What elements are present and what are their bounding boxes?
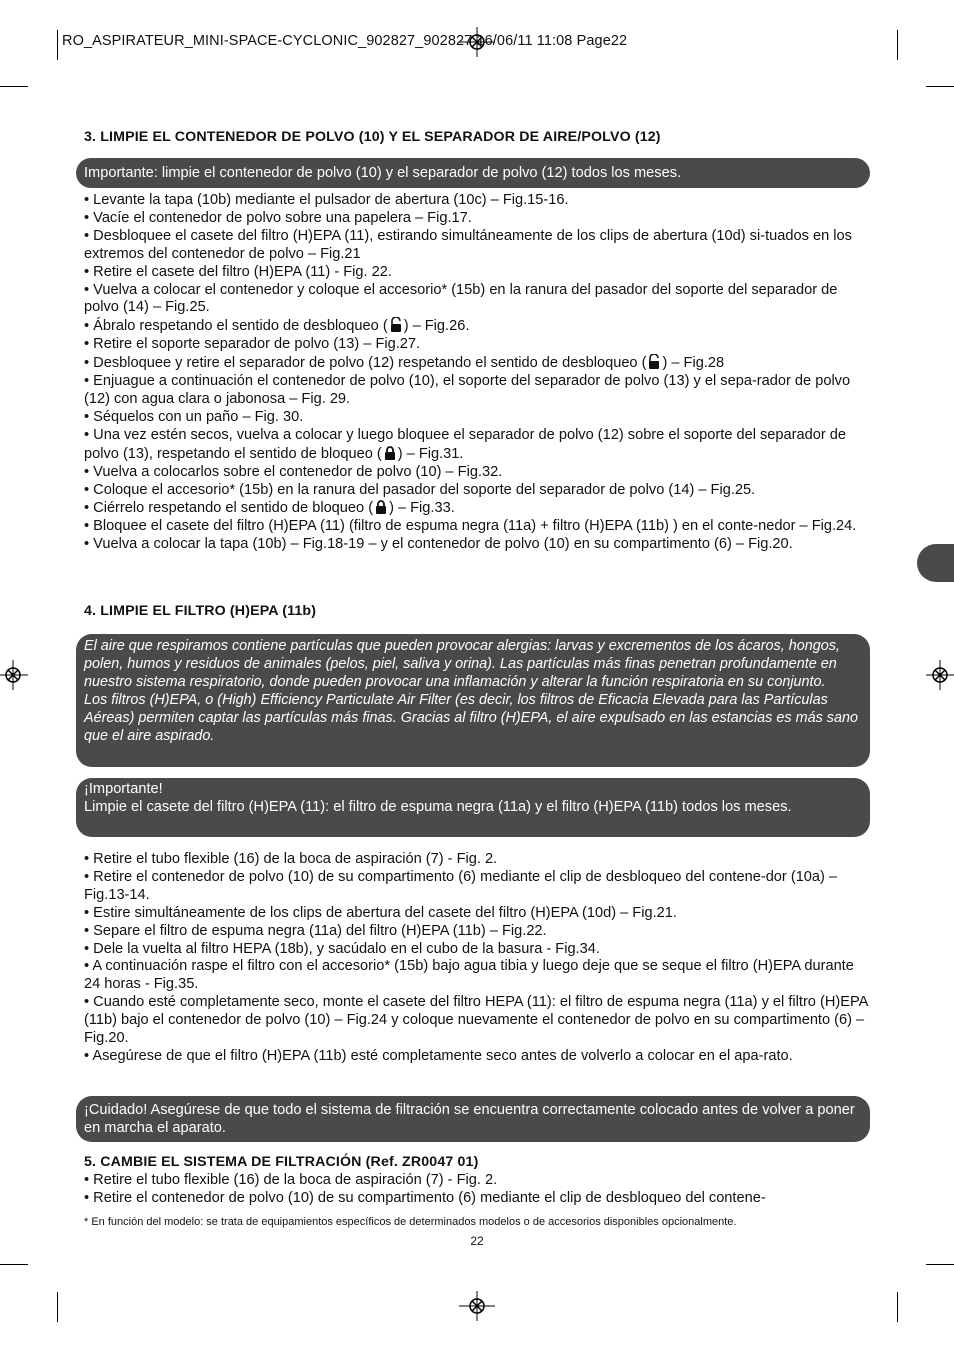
caution-band bbox=[76, 1096, 870, 1142]
list-item: • Asegúrese de que el filtro (H)EPA (11b) esté completamente seco antes de volverlo a colocar en el apa-rato. bbox=[84, 1047, 793, 1064]
list-item-text: ) – Fig.33. bbox=[389, 500, 455, 517]
list-item: • Dele la vuelta al filtro HEPA (18b), y sacúdalo en el cubo de la basura - Fig.34. bbox=[84, 940, 600, 957]
list-item: • Retire el soporte separador de polvo (13) – Fig.27. bbox=[84, 336, 421, 353]
list-item: • Vuelva a colocar el contenedor y coloque el accesorio* (15b) en la ranura del pasador del soporte del separador de polvo (14) – Fig.25. bbox=[84, 281, 838, 316]
list-item-text: • Una vez estén secos, vuelva a colocar y luego bloquee el separador de polvo (12) sobre el soporte del separador de polvo (13), respetando el sentido de bloqueo ( bbox=[84, 426, 847, 462]
list-item bbox=[84, 499, 870, 518]
locked-padlock-icon bbox=[383, 445, 397, 460]
list-item-text: • Ciérrelo respetando el sentido de bloqueo ( bbox=[84, 500, 374, 517]
crop-mark bbox=[0, 86, 28, 87]
list-item: • Retire el contenedor de polvo (10) de su compartimento (6) mediante el clip de desbloqueo del contene- bbox=[84, 1189, 766, 1206]
section-5-title bbox=[84, 1154, 478, 1170]
list-item: • Estire simultáneamente de los clips de abertura del casete del filtro (H)EPA (10d) – Fig.21. bbox=[84, 904, 677, 921]
registration-mark-icon bbox=[926, 660, 954, 690]
list-item: • Séquelos con un paño – Fig. 30. bbox=[84, 408, 304, 425]
list-item-text: • Ábralo respetando el sentido de desbloqueo ( bbox=[84, 318, 388, 335]
locked-padlock-icon bbox=[374, 499, 388, 514]
list-item-text: ) – Fig.28 bbox=[662, 355, 725, 372]
list-item: • Retire el contenedor de polvo (10) de su compartimento (6) mediante el clip de desbloqueo del contene-dor (10a) – Fig.13-14. bbox=[84, 868, 838, 903]
section-5-title-ref: (Ref. ZR0047 01) bbox=[361, 1154, 479, 1170]
registration-mark-icon bbox=[459, 1291, 495, 1321]
important-notice-text: Importante: limpie el contenedor de polvo (10) y el separador de polvo (12) todos los meses. bbox=[84, 165, 682, 181]
list-item-text: ) – Fig.26. bbox=[403, 318, 470, 335]
list-item: • Vuelva a colocarlos sobre el contenedor de polvo (10) – Fig.32. bbox=[84, 463, 503, 480]
list-item: • Desbloquee el casete del filtro (H)EPA (11), estirando simultáneamente de los clips de abertura (10d) si-tuados en los extremos del contenedor de polvo – Fig.21 bbox=[84, 227, 852, 262]
list-item-text: ) – Fig.31. bbox=[397, 445, 464, 462]
side-tab-marker bbox=[917, 544, 954, 582]
list-item: • Retire el tubo flexible (16) de la boca de aspiración (7) - Fig. 2. bbox=[84, 851, 498, 867]
allergy-info-paragraph: El aire que respiramos contiene partículas que pueden provocar alergias: larvas y excrementos de los ácaros, hongos, polen, humos y residuos de animales (pelos, piel, saliva y orina). Las partículas más finas penetran profundamente en nuestro sistema respiratorio, donde pueden provocar una inflamación y alterar la función respiratoria en su conjunto. bbox=[84, 638, 840, 690]
registration-mark-icon bbox=[0, 660, 28, 690]
unlocked-padlock-icon bbox=[647, 354, 661, 369]
caution-text: ¡Cuidado! Asegúrese de que todo el sistema de filtración se encuentra correctamente colocado antes de volver a poner en marcha el aparato. bbox=[84, 1102, 855, 1136]
list-item bbox=[84, 427, 870, 464]
list-item: • Vuelva a colocar la tapa (10b) – Fig.18-19 – y el contenedor de polvo (10) en su compartimento (6) – Fig.20. bbox=[84, 536, 793, 553]
list-item: • Levante la tapa (10b) mediante el pulsador de abertura (10c) – Fig.15-16. bbox=[84, 192, 569, 208]
section-5-title-main: 5. CAMBIE EL SISTEMA DE FILTRACIÓN bbox=[84, 1154, 362, 1170]
crop-mark bbox=[926, 86, 954, 87]
hepa-info-paragraph: Los filtros (H)EPA, o (High) Efficiency Particulate Air Filter (es decir, los filtros de Eficacia Elevada para las Partículas Aéreas) permiten captar las partículas más finas. Gracias al filtro (H)EPA, el aire expulsado en las estancias es más sano que el aire aspirado. bbox=[84, 692, 858, 744]
crop-mark bbox=[897, 30, 898, 60]
section-4-title: 4. LIMPIE EL FILTRO (H)EPA (11b) bbox=[84, 603, 317, 619]
section-3-title: 3. LIMPIE EL CONTENEDOR DE POLVO (10) Y EL SEPARADOR DE AIRE/POLVO (12) bbox=[84, 129, 661, 145]
list-item: • Coloque el accesorio* (15b) en la ranura del pasador del soporte del separador de polvo (14) – Fig.25. bbox=[84, 481, 756, 498]
list-item: • Bloquee el casete del filtro (H)EPA (11) (filtro de espuma negra (11a) + filtro (H)EPA (11b) ) en el conte-nedor – Fig.24. bbox=[84, 518, 857, 535]
important-monthly-band bbox=[76, 778, 870, 837]
crop-mark bbox=[926, 1264, 954, 1265]
list-item: • Cuando esté completamente seco, monte el casete del filtro HEPA (11): el filtro de espuma negra (11a) y el filtro (H)EPA (11b) bajo el contenedor de polvo (10) – Fig.24 y coloque nuevamente el contenedor de polvo en su compartimento (6) – Fig.20. bbox=[84, 994, 868, 1047]
list-item: • Enjuague a continuación el contenedor de polvo (10), el soporte del separador de polvo (13) y el sepa-rador de polvo (12) con agua clara o jabonosa – Fig. 29. bbox=[84, 373, 851, 407]
page-number: 22 bbox=[470, 1234, 484, 1248]
list-item: • A continuación raspe el filtro con el accesorio* (15b) bajo agua tibia y luego deje que se seque el filtro (H)EPA durante 24 horas - Fig.35. bbox=[84, 958, 854, 993]
crop-mark bbox=[0, 1264, 28, 1265]
unlocked-padlock-icon bbox=[389, 317, 403, 332]
important-notice-band bbox=[76, 158, 870, 188]
section-3-steps bbox=[84, 192, 870, 554]
important-heading: ¡Importante! bbox=[84, 781, 163, 797]
crop-mark bbox=[57, 30, 58, 60]
section-4-steps bbox=[84, 851, 870, 1066]
crop-mark bbox=[57, 1292, 58, 1322]
allergy-info-band bbox=[76, 634, 870, 767]
crop-mark bbox=[897, 1292, 898, 1322]
section-5-steps bbox=[84, 1172, 870, 1208]
important-text: Limpie el casete del filtro (H)EPA (11): el filtro de espuma negra (11a) y el filtro (H)EPA (11b) todos los meses. bbox=[84, 799, 792, 815]
list-item-text: • Desbloquee y retire el separador de polvo (12) respetando el sentido de desbloqueo ( bbox=[84, 355, 647, 372]
list-item: • Retire el casete del filtro (H)EPA (11) - Fig. 22. bbox=[84, 263, 392, 280]
list-item: • Retire el tubo flexible (16) de la boca de aspiración (7) - Fig. 2. bbox=[84, 1172, 498, 1188]
footnote: * En función del modelo: se trata de equipamientos específicos de determinados modelos o de accesorios disponibles opcionalmente. bbox=[84, 1216, 737, 1228]
list-item: • Vacíe el contenedor de polvo sobre una papelera – Fig.17. bbox=[84, 209, 472, 226]
list-item bbox=[84, 354, 870, 373]
list-item: • Separe el filtro de espuma negra (11a) del filtro (H)EPA (11b) – Fig.22. bbox=[84, 922, 547, 939]
list-item bbox=[84, 317, 870, 336]
print-slug-header: RO_ASPIRATEUR_MINI-SPACE-CYCLONIC_902827_902827 16/06/11 11:08 Page22 bbox=[62, 33, 628, 49]
